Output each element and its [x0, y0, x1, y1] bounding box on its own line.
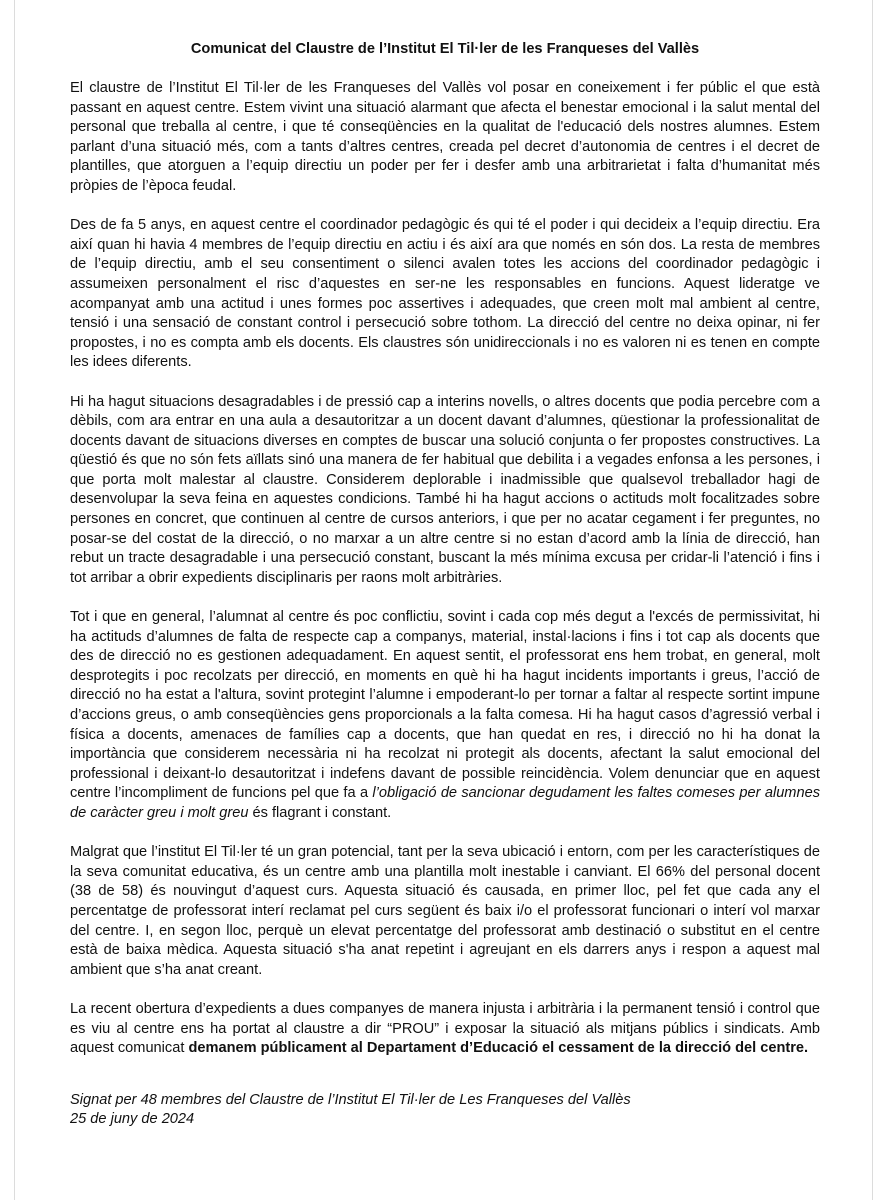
- paragraph-1: El claustre de l’Institut El Til·ler de les Franqueses del Vallès vol posar en coneixement i fer públic el que està passant en aquest centre. Estem vivint una situació alarmant que afecta el benestar emocional i la salut mental del personal que treballa al centre, i que té conseqüències en la qualitat de l'educació dels nostres alumnes. Estem parlant d’una situació més, com a tants d’altres centres, creada pel decret d’autonomia de centres i el decret de plantilles, que atorguen a l’equip directiu un poder per fer i desfer amb una arbitrarietat i falta d’humanitat més pròpies de l’època feudal.: [70, 80, 820, 194]
- page-right-edge: [872, 0, 873, 1200]
- paragraph-4: [70, 608, 820, 824]
- signature-block: [70, 1091, 820, 1130]
- paragraph-6: [70, 1000, 820, 1059]
- paragraph-6-demand: demanem públicament al Departament d’Educació el cessament de la direcció del centre.: [188, 1040, 809, 1057]
- signature-line: Signat per 48 membres del Claustre de l’Institut El Til·ler de Les Franqueses del Vallès: [70, 1091, 631, 1108]
- paragraph-4-italic-quote: l’obligació de sancionar degudament les faltes comeses per alumnes de caràcter greu i molt greu: [70, 785, 820, 821]
- paragraph-4-text-end: és flagrant i constant.: [248, 804, 392, 821]
- page-left-edge: [14, 0, 15, 1200]
- signature-date: 25 de juny de 2024: [70, 1111, 195, 1128]
- document-title: Comunicat del Claustre de l’Institut El Til·ler de les Franqueses del Vallès: [190, 41, 700, 57]
- paragraph-2: Des de fa 5 anys, en aquest centre el coordinador pedagògic és qui té el poder i qui decideix a l’equip directiu. Era així quan hi havia 4 membres de l’equip directiu en actiu i és així ara que només en són dos. La resta de membres de l’equip directiu, amb el seu consentiment o silenci avalen totes les accions del coordinador pedagògic i assumeixen personalment el risc d’aquestes en ser-ne les responsables en funcions. Aquest lideratge ve acompanyat amb una actitud i unes formes poc assertives i adequades, que creen molt mal ambient al centre, tensió i una sensació de constant control i persecució sobre tothom. La direcció del centre no deixa opinar, ni fer propostes, i no es compta amb els docents. Els claustres són unidireccionals i no es valoren ni es tenen en compte les idees diferents.: [70, 217, 820, 371]
- paragraph-4-text: Tot i que en general, l’alumnat al centre és poc conflictiu, sovint i cada cop més degut a l'excés de permissivitat, hi ha actituds d’alumnes de falta de respecte cap a companys, material, instal·lacions i fins i tot cap als docents que des de direcció no es gestionen adequadament. En aquest sentit, el professorat ens hem trobat, en general, molt desprotegits i poc recolzats per direcció, en moments en què hi ha hagut incidents importants i greus, l’acció de direcció no ha estat a l'altura, sovint protegint l’alumne i empoderant-lo per tornar a faltar al respecte sortint impune d’accions greus, o amb conseqüències gens proporcionals a la falta comesa. Hi ha hagut casos d’agressió verbal i física a docents, amenaces de famílies cap a docents, que han quedat en res, i direcció no hi ha donat la importància que considerem necessària ni ha recolzat ni protegit als docents, afectant la salut emocional del professional i deixant-lo desautoritzat i indefens davant de possible reincidència. Volem denunciar que en aquest centre l’incompliment de funcions pel que fa a: [70, 609, 820, 802]
- document-body: [70, 40, 820, 1130]
- paragraph-6-text: La recent obertura d’expedients a dues companyes de manera injusta i arbitrària i la permanent tensió i control que es viu al centre ens ha portat al claustre a dir “PROU” i exposar la situació als mitjans públics i sindicats. Amb aquest comunicat: [70, 1000, 820, 1057]
- paragraph-5: Malgrat que l’institut El Til·ler té un gran potencial, tant per la seva ubicació i entorn, com per les característiques de la seva comunitat educativa, és un centre amb una plantilla molt inestable i canviant. El 66% del personal docent (38 de 58) és nouvingut d’aquest curs. Aquesta situació és causada, en primer lloc, pel fet que cada any el percentatge de professorat interí reclamat pel curs següent és baix i/o el professorat funcionari o interí vol marxar del centre. I, en segon lloc, perquè un elevat percentatge del professorat amb destinació o substitut en el centre està de baixa mèdica. Aquesta situació s'ha anat repetint i agreujant en els darrers anys i respon a aquest mal ambient que s’ha anat creant.: [70, 844, 820, 978]
- paragraph-3: Hi ha hagut situacions desagradables i de pressió cap a interins novells, o altres docents que podia percebre com a dèbils, com ara entrar en una aula a desautoritzar a un docent davant d’alumnes, qüestionar la professionalitat de docents davant de situacions diverses en comptes de buscar una solució conjunta o fer propostes constructives. La qüestió és que no són fets aïllats sinó una manera de fer habitual que debilita i a vegades enfonsa a les persones, i que porta molt malestar al claustre. Considerem deplorable i inadmissible que qualsevol treballador hagi de desenvolupar la seva feina en aquestes condicions. També hi ha hagut accions o actituds molt focalitzades sobre persones en concret, que continuen al centre de cursos anteriors, i que per no acatar cegament i fer preguntes, no posar-se del costat de la direcció, o no marxar a un altre centre si no estan d’acord amb la línia de direcció, han rebut un tracte desagradable i una persecució constant, buscant la més mínima excusa per cridar-li l’atenció i fins i tot arribar a obrir expedients disciplinaris per raons molt arbitràries.: [70, 393, 820, 586]
